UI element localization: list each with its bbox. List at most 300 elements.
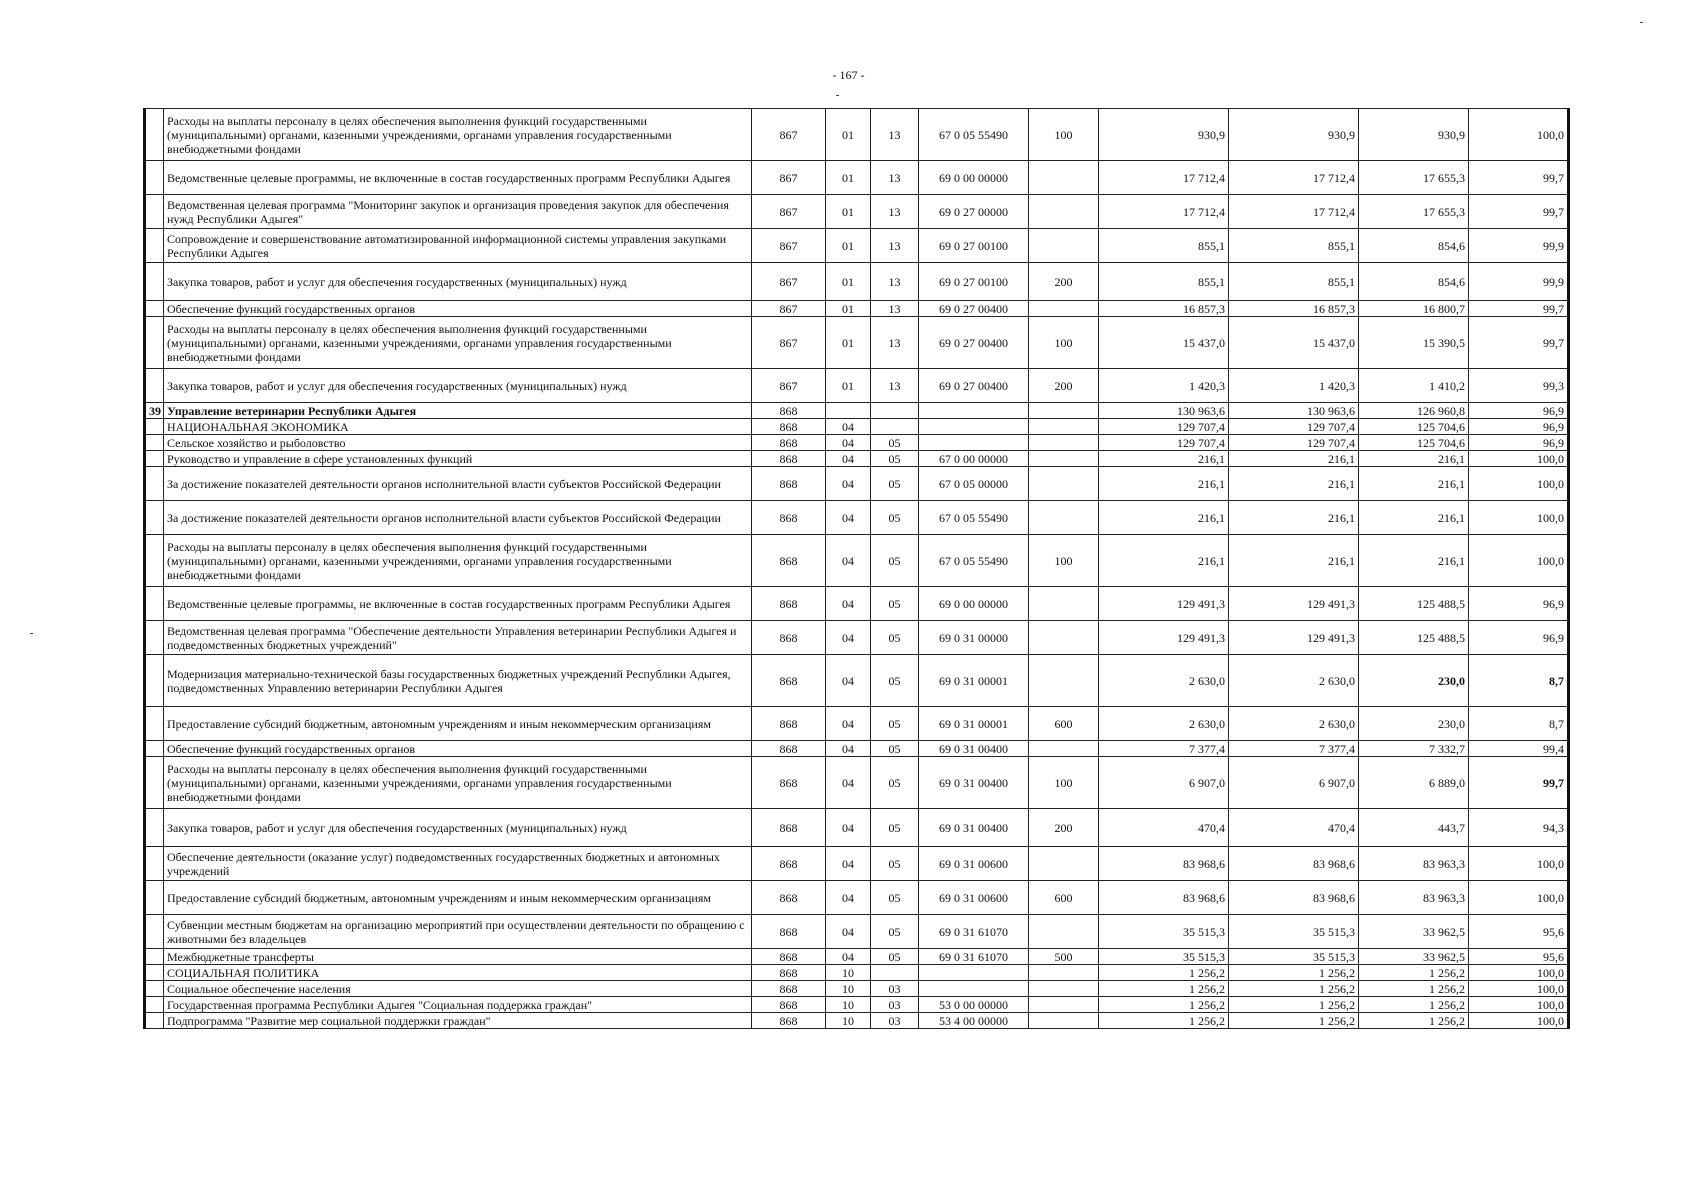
subsection-code-cell: 13 <box>871 195 919 229</box>
expense-type-cell <box>1029 997 1099 1013</box>
expense-type-cell: 600 <box>1029 707 1099 741</box>
item-name-cell: Закупка товаров, работ и услуг для обеспечения государственных (муниципальных) нужд <box>164 263 752 301</box>
executed-amount-cell: 216,1 <box>1359 467 1469 501</box>
row-number-cell <box>145 741 164 757</box>
department-code-cell: 868 <box>752 501 826 535</box>
department-code-cell: 868 <box>752 621 826 655</box>
expense-type-cell <box>1029 587 1099 621</box>
executed-amount-cell: 230,0 <box>1359 655 1469 707</box>
target-article-cell: 69 0 31 00001 <box>919 655 1029 707</box>
section-code-cell: 04 <box>826 467 871 501</box>
executed-amount-cell: 1 256,2 <box>1359 997 1469 1013</box>
expense-type-cell: 100 <box>1029 109 1099 161</box>
execution-percent-cell: 100,0 <box>1469 881 1569 915</box>
target-article-cell <box>919 435 1029 451</box>
target-article-cell: 67 0 00 00000 <box>919 451 1029 467</box>
row-number-cell <box>145 587 164 621</box>
department-code-cell: 868 <box>752 451 826 467</box>
execution-percent-cell: 99,3 <box>1469 369 1569 403</box>
approved-amount-cell: 216,1 <box>1229 535 1359 587</box>
planned-amount-cell: 35 515,3 <box>1099 915 1229 949</box>
execution-percent-cell: 95,6 <box>1469 949 1569 965</box>
section-code-cell: 04 <box>826 707 871 741</box>
table-row <box>145 419 1569 435</box>
subsection-code-cell: 05 <box>871 881 919 915</box>
section-code-cell: 04 <box>826 915 871 949</box>
row-number-cell <box>145 467 164 501</box>
subsection-code-cell: 13 <box>871 109 919 161</box>
section-code-cell: 04 <box>826 847 871 881</box>
executed-amount-cell: 16 800,7 <box>1359 301 1469 317</box>
item-name-cell: Межбюджетные трансферты <box>164 949 752 965</box>
execution-percent-cell: 99,7 <box>1469 161 1569 195</box>
item-name-cell: Сопровождение и совершенствование автоматизированной информационной системы управления закупками Республики Адыгея <box>164 229 752 263</box>
department-code-cell: 867 <box>752 301 826 317</box>
section-code-cell: 01 <box>826 161 871 195</box>
planned-amount-cell: 1 420,3 <box>1099 369 1229 403</box>
expense-type-cell <box>1029 847 1099 881</box>
planned-amount-cell: 129 491,3 <box>1099 621 1229 655</box>
planned-amount-cell: 6 907,0 <box>1099 757 1229 809</box>
section-code-cell: 01 <box>826 109 871 161</box>
execution-percent-cell: 100,0 <box>1469 467 1569 501</box>
target-article-cell <box>919 965 1029 981</box>
executed-amount-cell: 83 963,3 <box>1359 847 1469 881</box>
target-article-cell: 69 0 31 00600 <box>919 881 1029 915</box>
row-number-cell <box>145 997 164 1013</box>
department-code-cell: 867 <box>752 317 826 369</box>
executed-amount-cell: 216,1 <box>1359 451 1469 467</box>
row-number-cell <box>145 451 164 467</box>
expense-type-cell <box>1029 965 1099 981</box>
item-name-cell: Сельское хозяйство и рыболовство <box>164 435 752 451</box>
table-row <box>145 467 1569 501</box>
target-article-cell: 53 4 00 00000 <box>919 1013 1029 1029</box>
table-row <box>145 757 1569 809</box>
item-name-cell: Обеспечение функций государственных органов <box>164 741 752 757</box>
executed-amount-cell: 17 655,3 <box>1359 161 1469 195</box>
section-code-cell: 04 <box>826 451 871 467</box>
subsection-code-cell: 05 <box>871 741 919 757</box>
department-code-cell: 868 <box>752 419 826 435</box>
department-code-cell: 868 <box>752 707 826 741</box>
item-name-cell: Управление ветеринарии Республики Адыгея <box>164 403 752 419</box>
executed-amount-cell: 126 960,8 <box>1359 403 1469 419</box>
target-article-cell: 69 0 27 00100 <box>919 263 1029 301</box>
subsection-code-cell: 13 <box>871 317 919 369</box>
table-row <box>145 1013 1569 1029</box>
subsection-code-cell: 05 <box>871 915 919 949</box>
executed-amount-cell: 854,6 <box>1359 263 1469 301</box>
table-row <box>145 997 1569 1013</box>
table-row <box>145 501 1569 535</box>
department-code-cell: 868 <box>752 435 826 451</box>
row-number-cell <box>145 161 164 195</box>
table-row <box>145 809 1569 847</box>
target-article-cell: 69 0 31 00600 <box>919 847 1029 881</box>
execution-percent-cell: 8,7 <box>1469 655 1569 707</box>
executed-amount-cell: 216,1 <box>1359 535 1469 587</box>
expense-type-cell <box>1029 451 1099 467</box>
subsection-code-cell: 05 <box>871 655 919 707</box>
table-row <box>145 369 1569 403</box>
section-code-cell: 04 <box>826 501 871 535</box>
scan-speck <box>30 633 33 634</box>
planned-amount-cell: 83 968,6 <box>1099 847 1229 881</box>
item-name-cell: Расходы на выплаты персоналу в целях обеспечения выполнения функций государственными (муниципальными) органами, казенными учреждениями, органами управления государственными внебюджетными фондами <box>164 757 752 809</box>
target-article-cell: 67 0 05 55490 <box>919 109 1029 161</box>
approved-amount-cell: 35 515,3 <box>1229 915 1359 949</box>
table-row <box>145 847 1569 881</box>
row-number-cell <box>145 317 164 369</box>
expense-type-cell: 100 <box>1029 757 1099 809</box>
section-code-cell: 01 <box>826 301 871 317</box>
section-code-cell: 04 <box>826 881 871 915</box>
table-row <box>145 587 1569 621</box>
executed-amount-cell: 33 962,5 <box>1359 915 1469 949</box>
row-number-cell <box>145 655 164 707</box>
planned-amount-cell: 855,1 <box>1099 229 1229 263</box>
section-code-cell: 10 <box>826 997 871 1013</box>
row-number-cell <box>145 981 164 997</box>
item-name-cell: Государственная программа Республики Адыгея "Социальная поддержка граждан" <box>164 997 752 1013</box>
planned-amount-cell: 470,4 <box>1099 809 1229 847</box>
target-article-cell: 69 0 31 00400 <box>919 741 1029 757</box>
subsection-code-cell: 05 <box>871 847 919 881</box>
execution-percent-cell: 100,0 <box>1469 847 1569 881</box>
planned-amount-cell: 17 712,4 <box>1099 161 1229 195</box>
row-number-cell <box>145 809 164 847</box>
approved-amount-cell: 930,9 <box>1229 109 1359 161</box>
row-number-cell <box>145 621 164 655</box>
department-code-cell: 868 <box>752 997 826 1013</box>
row-number-cell <box>145 707 164 741</box>
planned-amount-cell: 1 256,2 <box>1099 965 1229 981</box>
section-code-cell: 10 <box>826 981 871 997</box>
row-number-cell <box>145 229 164 263</box>
row-number-cell <box>145 847 164 881</box>
approved-amount-cell: 15 437,0 <box>1229 317 1359 369</box>
approved-amount-cell: 216,1 <box>1229 467 1359 501</box>
department-code-cell: 867 <box>752 161 826 195</box>
item-name-cell: Предоставление субсидий бюджетным, автономным учреждениям и иным некоммерческим организациям <box>164 881 752 915</box>
item-name-cell: Закупка товаров, работ и услуг для обеспечения государственных (муниципальных) нужд <box>164 369 752 403</box>
expense-type-cell <box>1029 1013 1099 1029</box>
section-code-cell: 01 <box>826 263 871 301</box>
section-code-cell: 04 <box>826 949 871 965</box>
target-article-cell: 69 0 27 00000 <box>919 195 1029 229</box>
department-code-cell: 868 <box>752 535 826 587</box>
planned-amount-cell: 129 707,4 <box>1099 435 1229 451</box>
planned-amount-cell: 35 515,3 <box>1099 949 1229 965</box>
executed-amount-cell: 125 704,6 <box>1359 435 1469 451</box>
subsection-code-cell: 03 <box>871 1013 919 1029</box>
approved-amount-cell: 855,1 <box>1229 229 1359 263</box>
table-row <box>145 435 1569 451</box>
execution-percent-cell: 94,3 <box>1469 809 1569 847</box>
executed-amount-cell: 443,7 <box>1359 809 1469 847</box>
scan-speck <box>1640 22 1643 23</box>
department-code-cell: 868 <box>752 847 826 881</box>
row-number-cell <box>145 949 164 965</box>
table-row <box>145 317 1569 369</box>
expense-type-cell <box>1029 621 1099 655</box>
row-number-cell <box>145 419 164 435</box>
row-number-cell <box>145 965 164 981</box>
table-row <box>145 195 1569 229</box>
target-article-cell: 69 0 31 00000 <box>919 621 1029 655</box>
page-number: - 167 - <box>832 68 865 82</box>
planned-amount-cell: 216,1 <box>1099 535 1229 587</box>
approved-amount-cell: 1 256,2 <box>1229 981 1359 997</box>
approved-amount-cell: 2 630,0 <box>1229 707 1359 741</box>
subsection-code-cell: 13 <box>871 369 919 403</box>
approved-amount-cell: 129 491,3 <box>1229 621 1359 655</box>
expense-type-cell <box>1029 229 1099 263</box>
target-article-cell: 69 0 31 00400 <box>919 757 1029 809</box>
table-row <box>145 403 1569 419</box>
scan-speck <box>836 95 839 96</box>
table-row <box>145 981 1569 997</box>
section-code-cell <box>826 403 871 419</box>
executed-amount-cell: 15 390,5 <box>1359 317 1469 369</box>
planned-amount-cell: 130 963,6 <box>1099 403 1229 419</box>
section-code-cell: 10 <box>826 965 871 981</box>
approved-amount-cell: 1 256,2 <box>1229 1013 1359 1029</box>
department-code-cell: 868 <box>752 757 826 809</box>
planned-amount-cell: 16 857,3 <box>1099 301 1229 317</box>
executed-amount-cell: 230,0 <box>1359 707 1469 741</box>
section-code-cell: 01 <box>826 229 871 263</box>
table-row <box>145 621 1569 655</box>
approved-amount-cell: 470,4 <box>1229 809 1359 847</box>
approved-amount-cell: 129 707,4 <box>1229 419 1359 435</box>
section-code-cell: 04 <box>826 809 871 847</box>
table-row <box>145 229 1569 263</box>
target-article-cell: 69 0 31 61070 <box>919 915 1029 949</box>
planned-amount-cell: 930,9 <box>1099 109 1229 161</box>
planned-amount-cell: 216,1 <box>1099 501 1229 535</box>
section-code-cell: 01 <box>826 195 871 229</box>
section-code-cell: 10 <box>826 1013 871 1029</box>
item-name-cell: Субвенции местным бюджетам на организацию мероприятий при осуществлении деятельности по обращению с животными без владельцев <box>164 915 752 949</box>
execution-percent-cell: 96,9 <box>1469 403 1569 419</box>
department-code-cell: 867 <box>752 229 826 263</box>
row-number-cell <box>145 757 164 809</box>
row-number-cell <box>145 915 164 949</box>
item-name-cell: Закупка товаров, работ и услуг для обеспечения государственных (муниципальных) нужд <box>164 809 752 847</box>
target-article-cell: 69 0 27 00400 <box>919 369 1029 403</box>
table-row <box>145 915 1569 949</box>
row-number-cell <box>145 501 164 535</box>
planned-amount-cell: 1 256,2 <box>1099 1013 1229 1029</box>
section-code-cell: 04 <box>826 757 871 809</box>
row-number-cell <box>145 435 164 451</box>
row-number-cell <box>145 881 164 915</box>
department-code-cell: 867 <box>752 263 826 301</box>
expense-type-cell <box>1029 915 1099 949</box>
execution-percent-cell: 99,7 <box>1469 301 1569 317</box>
expense-type-cell: 500 <box>1029 949 1099 965</box>
target-article-cell: 69 0 00 00000 <box>919 587 1029 621</box>
department-code-cell: 868 <box>752 981 826 997</box>
subsection-code-cell: 05 <box>871 535 919 587</box>
executed-amount-cell: 1 256,2 <box>1359 965 1469 981</box>
department-code-cell: 868 <box>752 809 826 847</box>
approved-amount-cell: 216,1 <box>1229 451 1359 467</box>
section-code-cell: 01 <box>826 369 871 403</box>
row-number-cell <box>145 369 164 403</box>
department-code-cell: 868 <box>752 741 826 757</box>
approved-amount-cell: 83 968,6 <box>1229 881 1359 915</box>
subsection-code-cell <box>871 965 919 981</box>
expense-type-cell: 100 <box>1029 317 1099 369</box>
planned-amount-cell: 855,1 <box>1099 263 1229 301</box>
item-name-cell: Ведомственные целевые программы, не включенные в состав государственных программ Республики Адыгея <box>164 161 752 195</box>
row-number-cell <box>145 263 164 301</box>
planned-amount-cell: 2 630,0 <box>1099 707 1229 741</box>
row-number-cell <box>145 195 164 229</box>
execution-percent-cell: 99,9 <box>1469 229 1569 263</box>
department-code-cell: 868 <box>752 655 826 707</box>
approved-amount-cell: 17 712,4 <box>1229 195 1359 229</box>
subsection-code-cell: 13 <box>871 263 919 301</box>
execution-percent-cell: 100,0 <box>1469 981 1569 997</box>
execution-percent-cell: 96,9 <box>1469 435 1569 451</box>
approved-amount-cell: 129 707,4 <box>1229 435 1359 451</box>
table-row <box>145 655 1569 707</box>
expense-type-cell: 200 <box>1029 809 1099 847</box>
department-code-cell: 868 <box>752 467 826 501</box>
target-article-cell: 69 0 31 61070 <box>919 949 1029 965</box>
section-code-cell: 04 <box>826 621 871 655</box>
execution-percent-cell: 100,0 <box>1469 965 1569 981</box>
executed-amount-cell: 83 963,3 <box>1359 881 1469 915</box>
table-row <box>145 707 1569 741</box>
execution-percent-cell: 95,6 <box>1469 915 1569 949</box>
department-code-cell: 868 <box>752 965 826 981</box>
execution-percent-cell: 100,0 <box>1469 535 1569 587</box>
planned-amount-cell: 17 712,4 <box>1099 195 1229 229</box>
subsection-code-cell: 05 <box>871 707 919 741</box>
section-code-cell: 04 <box>826 587 871 621</box>
table-row <box>145 949 1569 965</box>
table-row <box>145 301 1569 317</box>
executed-amount-cell: 854,6 <box>1359 229 1469 263</box>
subsection-code-cell <box>871 403 919 419</box>
executed-amount-cell: 7 332,7 <box>1359 741 1469 757</box>
subsection-code-cell: 05 <box>871 467 919 501</box>
subsection-code-cell: 13 <box>871 161 919 195</box>
target-article-cell <box>919 981 1029 997</box>
planned-amount-cell: 129 491,3 <box>1099 587 1229 621</box>
item-name-cell: Ведомственные целевые программы, не включенные в состав государственных программ Республики Адыгея <box>164 587 752 621</box>
approved-amount-cell: 216,1 <box>1229 501 1359 535</box>
approved-amount-cell: 129 491,3 <box>1229 587 1359 621</box>
target-article-cell: 69 0 00 00000 <box>919 161 1029 195</box>
department-code-cell: 868 <box>752 881 826 915</box>
section-code-cell: 04 <box>826 535 871 587</box>
item-name-cell: Расходы на выплаты персоналу в целях обеспечения выполнения функций государственными (муниципальными) органами, казенными учреждениями, органами управления государственными внебюджетными фондами <box>164 317 752 369</box>
item-name-cell: Руководство и управление в сфере установленных функций <box>164 451 752 467</box>
table-row <box>145 109 1569 161</box>
expense-type-cell <box>1029 501 1099 535</box>
approved-amount-cell: 17 712,4 <box>1229 161 1359 195</box>
executed-amount-cell: 1 256,2 <box>1359 981 1469 997</box>
planned-amount-cell: 15 437,0 <box>1099 317 1229 369</box>
approved-amount-cell: 2 630,0 <box>1229 655 1359 707</box>
department-code-cell: 868 <box>752 1013 826 1029</box>
expense-type-cell: 600 <box>1029 881 1099 915</box>
subsection-code-cell <box>871 419 919 435</box>
execution-percent-cell: 96,9 <box>1469 587 1569 621</box>
section-code-cell: 04 <box>826 741 871 757</box>
executed-amount-cell: 1 256,2 <box>1359 1013 1469 1029</box>
target-article-cell: 67 0 05 00000 <box>919 467 1029 501</box>
subsection-code-cell: 13 <box>871 301 919 317</box>
budget-execution-table <box>143 108 1570 1029</box>
subsection-code-cell: 05 <box>871 949 919 965</box>
execution-percent-cell: 99,7 <box>1469 317 1569 369</box>
executed-amount-cell: 6 889,0 <box>1359 757 1469 809</box>
executed-amount-cell: 125 488,5 <box>1359 621 1469 655</box>
expense-type-cell <box>1029 195 1099 229</box>
approved-amount-cell: 83 968,6 <box>1229 847 1359 881</box>
execution-percent-cell: 100,0 <box>1469 1013 1569 1029</box>
department-code-cell: 868 <box>752 587 826 621</box>
item-name-cell: За достижение показателей деятельности органов исполнительной власти субъектов Российской Федерации <box>164 501 752 535</box>
table-row <box>145 741 1569 757</box>
execution-percent-cell: 8,7 <box>1469 707 1569 741</box>
target-article-cell: 67 0 05 55490 <box>919 501 1029 535</box>
expense-type-cell <box>1029 419 1099 435</box>
item-name-cell: Обеспечение функций государственных органов <box>164 301 752 317</box>
section-code-cell: 04 <box>826 435 871 451</box>
expense-type-cell <box>1029 741 1099 757</box>
item-name-cell: За достижение показателей деятельности органов исполнительной власти субъектов Российской Федерации <box>164 467 752 501</box>
item-name-cell: Социальное обеспечение населения <box>164 981 752 997</box>
target-article-cell: 69 0 31 00400 <box>919 809 1029 847</box>
table-row <box>145 451 1569 467</box>
row-number-cell <box>145 109 164 161</box>
item-name-cell: Модернизация материально-технической базы государственных бюджетных учреждений Республики Адыгея, подведомственных Управлению ветеринарии Республики Адыгея <box>164 655 752 707</box>
target-article-cell <box>919 403 1029 419</box>
expense-type-cell <box>1029 161 1099 195</box>
item-name-cell: СОЦИАЛЬНАЯ ПОЛИТИКА <box>164 965 752 981</box>
execution-percent-cell: 99,7 <box>1469 757 1569 809</box>
subsection-code-cell: 05 <box>871 435 919 451</box>
target-article-cell: 53 0 00 00000 <box>919 997 1029 1013</box>
table-body <box>145 109 1569 1029</box>
table-row <box>145 881 1569 915</box>
subsection-code-cell: 05 <box>871 809 919 847</box>
item-name-cell: НАЦИОНАЛЬНАЯ ЭКОНОМИКА <box>164 419 752 435</box>
subsection-code-cell: 03 <box>871 981 919 997</box>
planned-amount-cell: 129 707,4 <box>1099 419 1229 435</box>
expense-type-cell: 200 <box>1029 369 1099 403</box>
item-name-cell: Подпрограмма "Развитие мер социальной поддержки граждан" <box>164 1013 752 1029</box>
target-article-cell: 67 0 05 55490 <box>919 535 1029 587</box>
expense-type-cell <box>1029 655 1099 707</box>
section-code-cell: 04 <box>826 419 871 435</box>
approved-amount-cell: 855,1 <box>1229 263 1359 301</box>
subsection-code-cell: 13 <box>871 229 919 263</box>
planned-amount-cell: 216,1 <box>1099 451 1229 467</box>
item-name-cell: Ведомственная целевая программа "Обеспечение деятельности Управления ветеринарии Республики Адыгея и подведомственных бюджетных учреждений" <box>164 621 752 655</box>
subsection-code-cell: 05 <box>871 451 919 467</box>
expense-type-cell: 200 <box>1029 263 1099 301</box>
approved-amount-cell: 35 515,3 <box>1229 949 1359 965</box>
